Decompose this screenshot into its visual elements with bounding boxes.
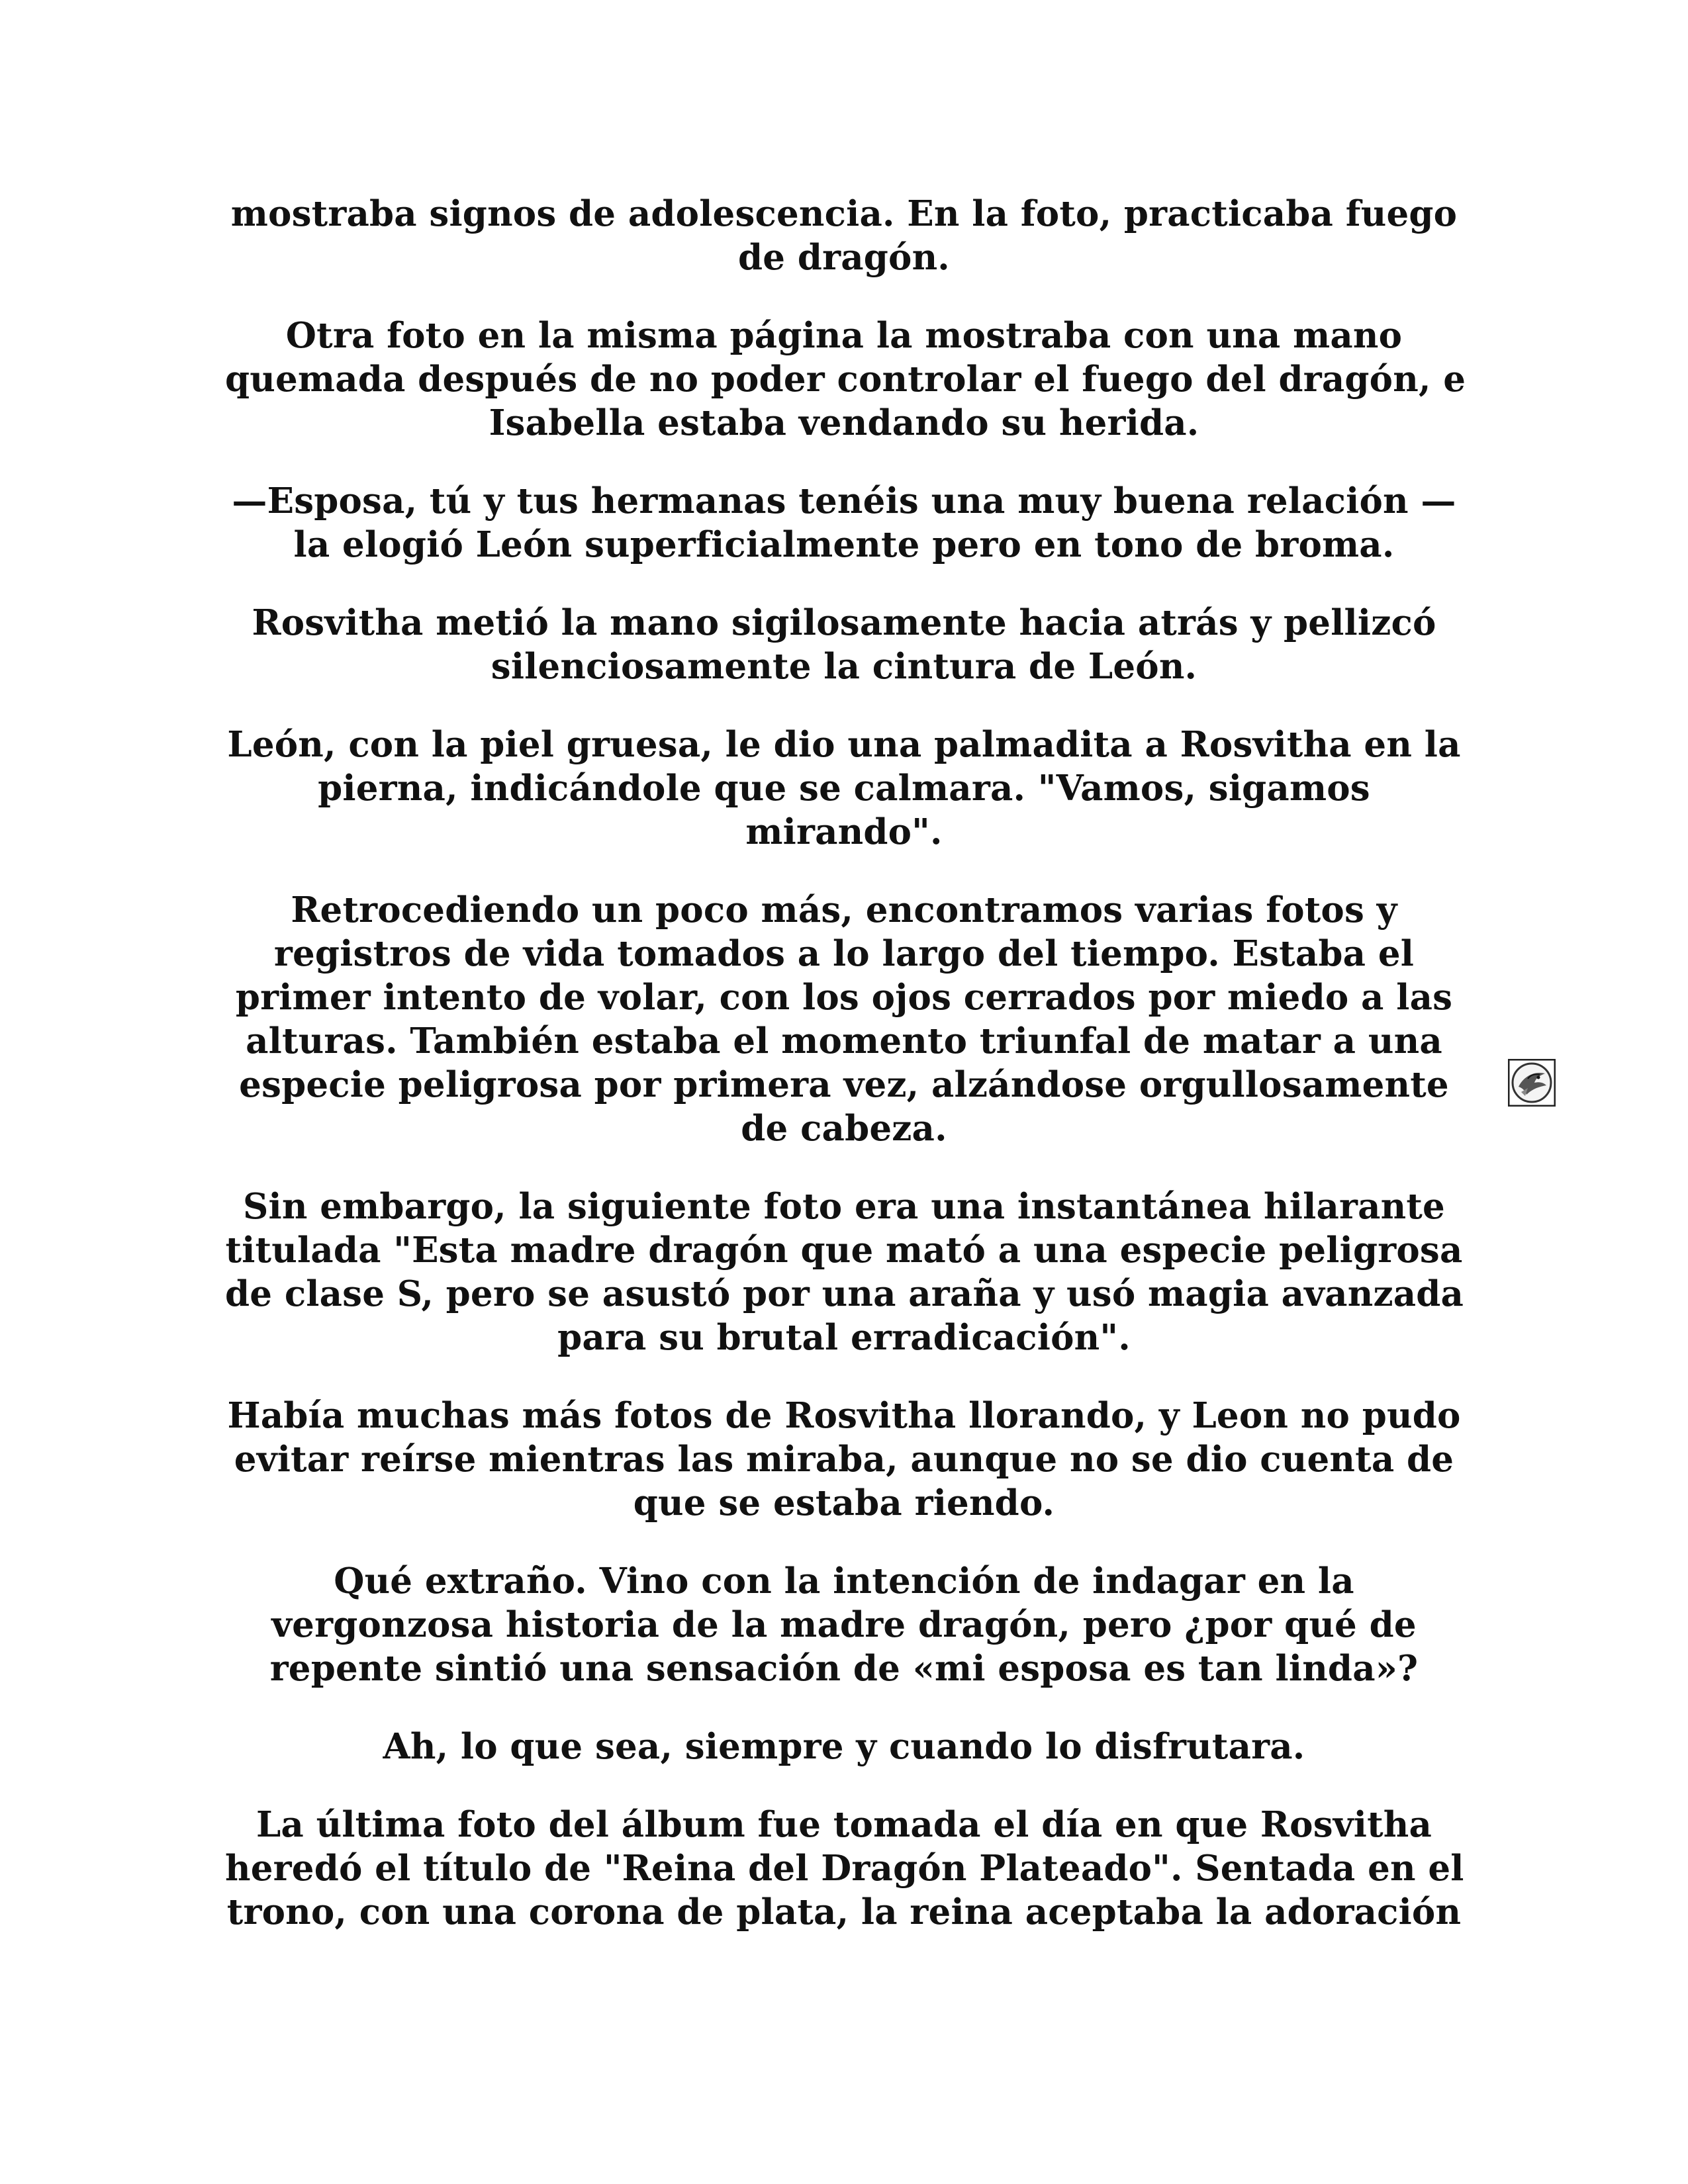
paragraph [225,1725,1463,1768]
text-line: mostraba signos de adolescencia. En la foto, practicaba fuego [230,193,1458,234]
text-line: de clase S, pero se asustó por una araña y usó magia avanzada [225,1273,1464,1314]
text-line: Qué extraño. Vino con la intención de indagar en la [334,1561,1354,1602]
text-line: la elogió León superficialmente pero en tono de broma. [293,524,1395,565]
dragon-emblem-icon [1508,1059,1556,1107]
paragraph [225,601,1463,688]
paragraph [225,314,1466,445]
paragraph [225,1559,1463,1690]
paragraph [225,723,1463,854]
text-line: de cabeza. [741,1108,947,1149]
text-line: trono, con una corona de plata, la reina aceptaba la adoración [226,1891,1462,1933]
text-line: que se estaba riendo. [633,1482,1055,1524]
text-line: titulada "Esta madre dragón que mató a una especie peligrosa [225,1230,1463,1271]
text-line: quemada después de no poder controlar el fuego del dragón, e [225,359,1466,400]
text-line: evitar reírse mientras las miraba, aunque no se dio cuenta de [234,1439,1454,1480]
text-line: primer intento de volar, con los ojos cerrados por miedo a las [235,977,1453,1018]
text-line: repente sintió una sensación de «mi esposa es tan linda»? [269,1648,1419,1689]
text-line: Ah, lo que sea, siempre y cuando lo disfrutara. [383,1726,1305,1767]
paragraph [225,479,1463,567]
text-line: Retrocediendo un poco más, encontramos varias fotos y [291,889,1397,931]
text-line: Otra foto en la misma página la mostraba con una mano [285,315,1403,356]
text-line: —Esposa, tú y tus hermanas tenéis una muy buena relación — [232,480,1456,522]
text-line: de dragón. [738,237,950,278]
text-line: pierna, indicándole que se calmara. "Vamos, sigamos [318,768,1370,809]
paragraph [225,888,1463,1150]
text-line: vergonzosa historia de la madre dragón, pero ¿por qué de [271,1604,1417,1645]
text-line: especie peligrosa por primera vez, alzándose orgullosamente [239,1064,1449,1105]
paragraph [225,1185,1463,1359]
text-line: Isabella estaba vendando su herida. [489,402,1199,443]
document-page [225,192,1466,1968]
paragraph [225,192,1463,279]
text-line: La última foto del álbum fue tomada el día en que Rosvitha [256,1804,1432,1845]
text-line: alturas. También estaba el momento triunfal de matar a una [246,1021,1442,1062]
text-line: registros de vida tomados a lo largo del tiempo. Estaba el [273,933,1415,974]
paragraph [225,1803,1463,1934]
text-line: silenciosamente la cintura de León. [491,646,1197,687]
text-line: Rosvitha metió la mano sigilosamente hacia atrás y pellizcó [252,602,1436,643]
text-line: Había muchas más fotos de Rosvitha llorando, y Leon no pudo [227,1395,1461,1436]
text-line: heredó el título de "Reina del Dragón Plateado". Sentada en el [225,1848,1464,1889]
text-line: para su brutal erradicación". [557,1317,1131,1358]
paragraph [225,1394,1463,1525]
text-line: mirando". [745,811,943,852]
text-line: León, con la piel gruesa, le dio una palmadita a Rosvitha en la [227,724,1461,765]
text-line: Sin embargo, la siguiente foto era una instantánea hilarante [243,1186,1445,1227]
